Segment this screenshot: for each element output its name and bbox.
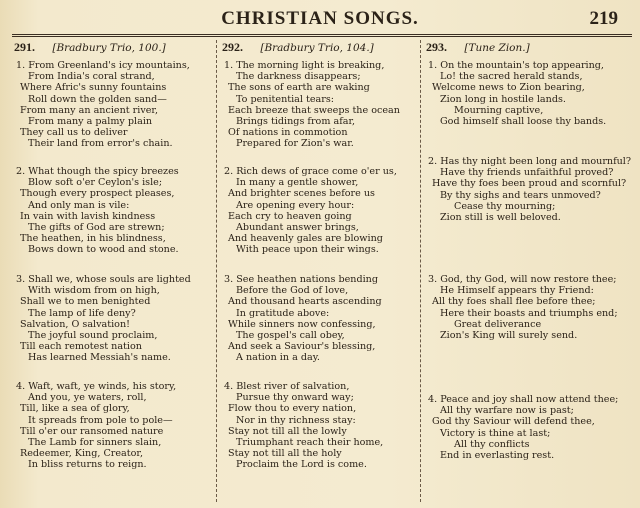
stanza — [14, 166, 214, 256]
stanza — [426, 274, 632, 341]
verse-line: 3. See heathen nations bending — [224, 274, 378, 285]
verse-line: 4. Peace and joy shall now attend thee; — [428, 394, 619, 405]
stanza — [222, 166, 422, 256]
verse-line: Till o'er our ransomed nature — [20, 425, 164, 437]
verse-line: Before the God of love, — [236, 285, 349, 297]
verse-line: Of nations in commotion — [228, 127, 348, 139]
verse-line: They call us to deliver — [20, 127, 128, 139]
verse-line: Welcome news to Zion bearing, — [432, 82, 585, 94]
verse-line: All thy warfare now is past; — [440, 405, 574, 417]
verse-line: 4. Waft, waft, ye winds, his story, — [16, 381, 177, 392]
verse-line: Where Afric's sunny fountains — [20, 82, 167, 94]
verse-line: Blow soft o'er Ceylon's isle; — [28, 177, 163, 189]
verse-line: All thy conflicts — [454, 438, 530, 450]
hymn-number: 293. — [426, 40, 447, 54]
hymn-number: 292. — [222, 40, 243, 54]
verse-line: Zion long in hostile lands. — [440, 93, 566, 105]
header-rule-thin — [12, 36, 632, 37]
verse-line: With wisdom from on high, — [28, 285, 160, 297]
verse-line: Nor in thy richness stay: — [236, 414, 356, 426]
tune-name: [Bradbury Trio, 104.] — [260, 42, 374, 54]
hymn-column-292 — [222, 40, 422, 502]
verse-line: The Lamb for sinners slain, — [28, 437, 162, 449]
verse-line: 1. From Greenland's icy mountains, — [16, 60, 190, 71]
column-divider — [216, 40, 217, 502]
verse-line: Zion's King will surely send. — [440, 330, 578, 342]
stanza — [222, 381, 422, 471]
verse-line: From India's coral strand, — [28, 71, 155, 83]
verse-line: A nation in a day. — [236, 352, 320, 364]
verse-line: Prepared for Zion's war. — [236, 138, 354, 150]
verse-line: While sinners now confessing, — [228, 318, 376, 330]
hymn-heading — [222, 40, 422, 58]
verse-line: 1. On the mountain's top appearing, — [428, 60, 604, 71]
stanza — [426, 156, 632, 223]
verse-line: Great deliverance — [454, 318, 542, 330]
verse-line: The gospel's call obey, — [236, 330, 345, 342]
verse-line: In bliss returns to reign. — [28, 459, 147, 471]
verse-line: Bows down to wood and stone. — [28, 244, 179, 256]
stanza — [222, 274, 422, 364]
verse-line: And you, ye waters, roll, — [28, 392, 147, 404]
verse-line: Pursue thy onward way; — [236, 392, 354, 404]
hymn-column-291 — [14, 40, 214, 502]
verse-line: Though every prospect pleases, — [20, 188, 175, 200]
verse-line: Proclaim the Lord is come. — [236, 459, 367, 471]
verse-line: God thy Saviour will defend thee, — [432, 416, 595, 428]
stanza — [14, 381, 214, 471]
tune-name: [Bradbury Trio, 100.] — [52, 42, 166, 54]
verse-line: 3. Shall we, whose souls are lighted — [16, 274, 191, 285]
verse-line: Victory is thine at last; — [440, 427, 551, 439]
verse-line: Flow thou to every nation, — [228, 403, 357, 415]
verse-line: Has learned Messiah's name. — [28, 352, 171, 364]
verse-line: 2. Rich dews of grace come o'er us, — [224, 166, 397, 177]
running-title: CHRISTIAN SONGS. — [221, 8, 419, 29]
verse-line: Are opening every hour: — [236, 199, 355, 211]
verse-line: It spreads from pole to pole— — [28, 414, 173, 426]
verse-line: By thy sighs and tears unmoved? — [440, 189, 601, 201]
verse-line: Brings tidings from afar, — [236, 116, 356, 128]
verse-line: Each cry to heaven going — [228, 210, 352, 222]
verse-line: Till each remotest nation — [20, 341, 142, 353]
verse-line: Lo! the sacred herald stands, — [440, 71, 583, 83]
stanza — [426, 394, 632, 461]
verse-line: The sons of earth are waking — [228, 82, 370, 94]
verse-line: Here their boasts and triumphs end; — [440, 307, 618, 319]
verse-line: The darkness disappears; — [236, 71, 361, 83]
verse-line: The gifts of God are strewn; — [28, 222, 165, 234]
verse-line: Abundant answer brings, — [236, 222, 359, 234]
verse-line: Shall we to men benighted — [20, 296, 151, 308]
verse-line: Mourning captive, — [454, 104, 544, 116]
verse-line: To penitential tears: — [236, 93, 335, 105]
verse-line: And thousand hearts ascending — [228, 296, 382, 308]
verse-line: He Himself appears thy Friend: — [440, 285, 594, 297]
verse-line: And seek a Saviour's blessing, — [228, 341, 376, 353]
verse-line: From many a palmy plain — [28, 116, 153, 128]
verse-line: 2. What though the spicy breezes — [16, 166, 179, 177]
verse-line: Zion still is well beloved. — [440, 212, 561, 224]
verse-line: The heathen, in his blindness, — [20, 233, 166, 245]
verse-line: Redeemer, King, Creator, — [20, 448, 143, 460]
verse-line: Cease thy mourning; — [454, 200, 556, 212]
verse-line: From many an ancient river, — [20, 104, 159, 116]
verse-line: With peace upon their wings. — [236, 244, 379, 256]
verse-line: 3. God, thy God, will now restore thee; — [428, 274, 617, 285]
verse-line: Salvation, O salvation! — [20, 318, 130, 330]
hymn-column-293 — [426, 40, 632, 502]
verse-line: Their land from error's chain. — [28, 138, 173, 150]
verse-line: Stay not till all the lowly — [228, 425, 347, 437]
verse-line: The lamp of life deny? — [28, 307, 136, 319]
verse-line: All thy foes shall flee before thee; — [432, 296, 596, 308]
verse-line: God himself shall loose thy bands. — [440, 116, 607, 128]
verse-line: And only man is vile: — [28, 199, 130, 211]
verse-line: In many a gentle shower, — [236, 177, 359, 189]
stanza — [14, 274, 214, 364]
verse-line: 2. Has thy night been long and mournful? — [428, 156, 632, 167]
verse-line: And brighter scenes before us — [228, 188, 375, 200]
verse-line: Have thy friends unfaithful proved? — [440, 167, 614, 179]
verse-line: Have thy foes been proud and scornful? — [432, 178, 627, 190]
verse-line: 4. Blest river of salvation, — [224, 381, 350, 392]
page-number: 219 — [589, 8, 618, 29]
hymn-heading — [14, 40, 214, 58]
verse-line: 1. The morning light is breaking, — [224, 60, 385, 71]
hymn-heading — [426, 40, 632, 58]
verse-line: Stay not till all the holy — [228, 448, 342, 460]
verse-line: Roll down the golden sand— — [28, 93, 167, 105]
verse-line: The joyful sound proclaim, — [28, 330, 158, 342]
verse-line: In gratitude above: — [236, 307, 330, 319]
verse-line: Each breeze that sweeps the ocean — [228, 104, 400, 116]
verse-line: End in everlasting rest. — [440, 450, 555, 462]
verse-line: Till, like a sea of glory, — [20, 403, 130, 415]
hymn-number: 291. — [14, 40, 35, 54]
stanza — [14, 60, 214, 150]
verse-line: And heavenly gales are blowing — [228, 233, 383, 245]
verse-line: Triumphant reach their home, — [236, 437, 384, 449]
stanza — [426, 60, 632, 127]
page-header — [0, 6, 640, 34]
header-rule — [12, 34, 632, 35]
verse-line: In vain with lavish kindness — [20, 210, 156, 222]
stanza — [222, 60, 422, 150]
tune-name: [Tune Zion.] — [464, 42, 530, 54]
